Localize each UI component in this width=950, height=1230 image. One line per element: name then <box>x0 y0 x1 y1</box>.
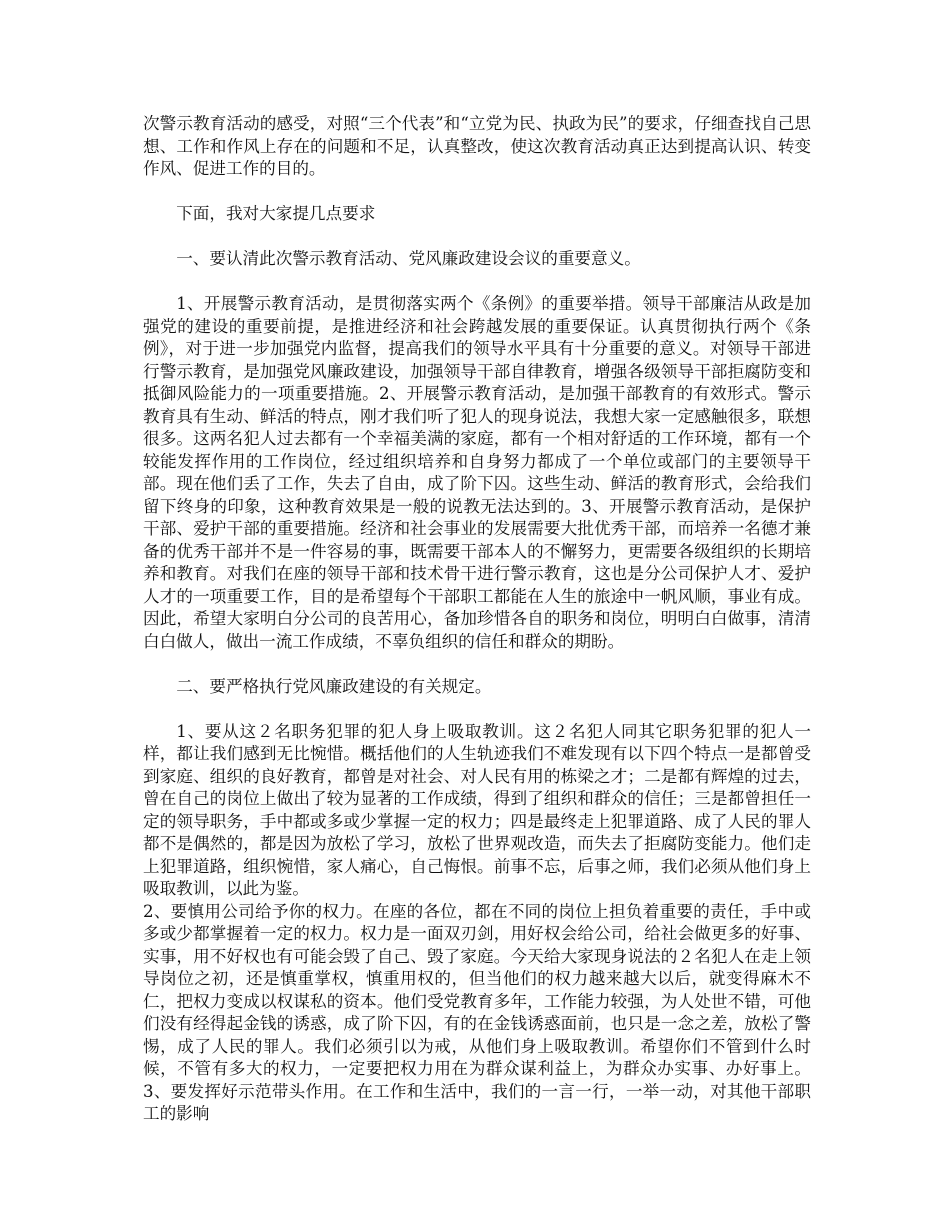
paragraph-gap <box>143 181 811 204</box>
paragraph-gap <box>143 271 811 294</box>
paragraph-gap <box>143 698 811 721</box>
paragraph-section-2-continued: 2、要慎用公司给予你的权力。在座的各位，都在不同的岗位上担负着重要的责任，手中或多或少都掌握着一定的权力。权力是一面双刃剑，用好权会给公司，给社会做更多的好事、实事，用不好权也有可能会毁了自己、毁了家庭。今天给大家现身说法的２名犯人在走上领导岗位之初，还是慎重掌权，慎重用权的，但当他们的权力越来越大以后，就变得麻木不仁，把权力变成以权谋私的资本。他们受党教育多年，工作能力较强，为人处世不错，可他们没有经得起金钱的诱惑，成了阶下囚，有的在金钱诱惑面前，也只是一念之差，放松了警惕，成了人民的罪人。我们必须引以为戒，从他们身上吸取教训。希望你们不管到什么时候，不管有多大的权力，一定要把权力用在为群众谋利益上，为群众办实事、办好事上。3、要发挥好示范带头作用。在工作和生活中，我们的一言一行，一举一动，对其他干部职工的影响 <box>143 901 811 1123</box>
paragraph-requirements-intro: 下面，我对大家提几点要求 <box>176 204 376 223</box>
paragraph-gap <box>143 653 811 676</box>
paragraph-gap <box>143 226 811 249</box>
document-page <box>143 113 811 1126</box>
paragraph-intro-continuation: 次警示教育活动的感受，对照“三个代表”和“立党为民、执政为民”的要求，仔细查找自己思想、工作和作风上存在的问题和不足，认真整改，使这次教育活动真正达到提高认识、转变作风、促进工作的目的。 <box>143 114 811 178</box>
section-heading-1: 一、要认清此次警示教育活动、党风廉政建设会议的重要意义。 <box>176 249 641 268</box>
paragraph-section-2-body: 1、要从这２名职务犯罪的犯人身上吸取教训。这２名犯人同其它职务犯罪的犯人一样，都让我们感到无比惋惜。概括他们的人生轨迹我们不难发现有以下四个特点一是都曾受到家庭、组织的良好教育，都曾是对社会、对人民有用的栋梁之才；二是都有辉煌的过去，曾在自己的岗位上做出了较为显著的工作成绩，得到了组织和群众的信任；三是都曾担任一定的领导职务，手中都或多或少掌握一定的权力；四是最终走上犯罪道路、成了人民的罪人都不是偶然的，都是因为放松了学习，放松了世界观改造，而失去了拒腐防变能力。他们走上犯罪道路，组织惋惜，家人痛心，自己悔恨。前事不忘，后事之师，我们必须从他们身上吸取教训，以此为鉴。 <box>143 721 811 898</box>
section-heading-2: 二、要严格执行党风廉政建设的有关规定。 <box>176 676 492 696</box>
paragraph-section-1-body: 1、开展警示教育活动，是贯彻落实两个《条例》的重要举措。领导干部廉洁从政是加强党的建设的重要前提，是推进经济和社会跨越发展的重要保证。认真贯彻执行两个《条例》，对于进一步加强党内监督，提高我们的领导水平具有十分重要的意义。对领导干部进行警示教育，是加强党风廉政建设，加强领导干部自律教育，增强各级领导干部拒腐防变和抵御风险能力的一项重要措施。2、开展警示教育活动，是加强干部教育的有效形式。警示教育具有生动、鲜活的特点，刚才我们听了犯人的现身说法，我想大家一定感触很多，联想很多。这两名犯人过去都有一个幸福美满的家庭，都有一个相对舒适的工作环境，都有一个较能发挥作用的工作岗位，经过组织培养和自身努力都成了一个单位或部门的主要领导干部。现在他们丢了工作，失去了自由，成了阶下囚。这些生动、鲜活的教育形式，会给我们留下终身的印象，这种教育效果是一般的说教无法达到的。3、开展警示教育活动，是保护干部、爱护干部的重要措施。经济和社会事业的发展需要大批优秀干部，而培养一名德才兼备的优秀干部并不是一件容易的事，既需要干部本人的不懈努力，更需要各级组织的长期培养和教育。对我们在座的领导干部和技术骨干进行警示教育，这也是分公司保护人才、爱护人才的一项重要工作，目的是希望每个干部职工都能在人生的旅途中一帆风顺，事业有成。因此，希望大家明白分公司的良苦用心，备加珍惜各自的职务和岗位，明明白白做事，清清白白做人，做出一流工作成绩，不辜负组织的信任和群众的期盼。 <box>143 294 811 651</box>
